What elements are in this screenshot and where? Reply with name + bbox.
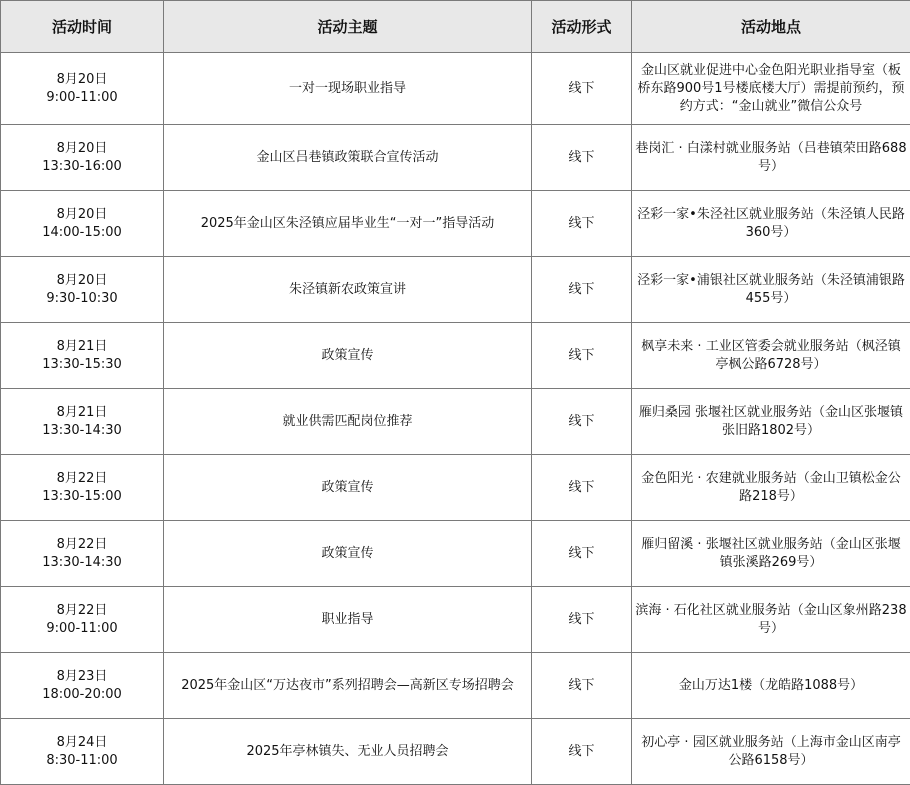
date-text: 8月20日: [56, 71, 108, 87]
form-cell: 线下: [532, 521, 632, 587]
time-cell: [1, 389, 164, 455]
table-row: [1, 389, 910, 455]
location-cell: 巷岗汇 · 白漾村就业服务站（吕巷镇荣田路688号）: [632, 125, 910, 191]
form-cell: 线下: [532, 455, 632, 521]
theme-cell: 2025年金山区“万达夜市”系列招聘会—高新区专场招聘会: [164, 653, 532, 719]
location-cell: 金色阳光 · 农建就业服务站（金山卫镇松金公路218号）: [632, 455, 910, 521]
table-row: [1, 53, 910, 125]
location-cell: 滨海 · 石化社区就业服务站（金山区象州路238号）: [632, 587, 910, 653]
time-cell: [1, 719, 164, 785]
location-cell: 泾彩一家•朱泾社区就业服务站（朱泾镇人民路360号）: [632, 191, 910, 257]
time-range-text: 9:00-11:00: [46, 89, 118, 105]
date-text: 8月20日: [56, 140, 108, 156]
table-row: [1, 257, 910, 323]
table-row: [1, 587, 910, 653]
time-range-text: 18:00-20:00: [42, 686, 122, 702]
time-cell: [1, 323, 164, 389]
time-cell: [1, 653, 164, 719]
time-range-text: 9:30-10:30: [46, 290, 118, 306]
form-cell: 线下: [532, 653, 632, 719]
header-form: 活动形式: [532, 1, 632, 53]
date-text: 8月22日: [56, 536, 108, 552]
time-range-text: 13:30-15:30: [42, 356, 122, 372]
time-range-text: 9:00-11:00: [46, 620, 118, 636]
location-cell: 雁归留溪 · 张堰社区就业服务站（金山区张堰镇张溪路269号）: [632, 521, 910, 587]
time-range-text: 8:30-11:00: [46, 752, 118, 768]
form-cell: 线下: [532, 323, 632, 389]
location-cell: 金山万达1楼（龙皓路1088号）: [632, 653, 910, 719]
header-theme: 活动主题: [164, 1, 532, 53]
time-cell: [1, 125, 164, 191]
time-range-text: 13:30-16:00: [42, 158, 122, 174]
time-range-text: 13:30-14:30: [42, 554, 122, 570]
theme-cell: 2025年亭林镇失、无业人员招聘会: [164, 719, 532, 785]
time-cell: [1, 191, 164, 257]
form-cell: 线下: [532, 257, 632, 323]
table-row: [1, 719, 910, 785]
theme-cell: 职业指导: [164, 587, 532, 653]
date-text: 8月20日: [56, 206, 108, 222]
theme-cell: 一对一现场职业指导: [164, 53, 532, 125]
table-row: [1, 125, 910, 191]
table-row: [1, 455, 910, 521]
theme-cell: 2025年金山区朱泾镇应届毕业生“一对一”指导活动: [164, 191, 532, 257]
time-range-text: 13:30-15:00: [42, 488, 122, 504]
time-cell: [1, 257, 164, 323]
table-row: [1, 653, 910, 719]
time-range-text: 13:30-14:30: [42, 422, 122, 438]
location-cell: 泾彩一家•浦银社区就业服务站（朱泾镇浦银路455号）: [632, 257, 910, 323]
form-cell: 线下: [532, 587, 632, 653]
time-cell: [1, 521, 164, 587]
location-cell: 初心亭 · 园区就业服务站（上海市金山区南亭公路6158号）: [632, 719, 910, 785]
date-text: 8月23日: [56, 668, 108, 684]
theme-cell: 金山区吕巷镇政策联合宣传活动: [164, 125, 532, 191]
theme-cell: 就业供需匹配岗位推荐: [164, 389, 532, 455]
theme-cell: 政策宣传: [164, 521, 532, 587]
time-cell: [1, 587, 164, 653]
date-text: 8月21日: [56, 404, 108, 420]
location-cell: 金山区就业促进中心金色阳光职业指导室（板桥东路900号1号楼底楼大厅）需提前预约，预约方式：“金山就业”微信公众号: [632, 53, 910, 125]
form-cell: 线下: [532, 389, 632, 455]
form-cell: 线下: [532, 125, 632, 191]
table-header-row: [1, 1, 910, 53]
date-text: 8月20日: [56, 272, 108, 288]
theme-cell: 政策宣传: [164, 455, 532, 521]
form-cell: 线下: [532, 719, 632, 785]
location-cell: 枫享未来 · 工业区管委会就业服务站（枫泾镇亭枫公路6728号）: [632, 323, 910, 389]
theme-cell: 朱泾镇新农政策宣讲: [164, 257, 532, 323]
date-text: 8月21日: [56, 338, 108, 354]
time-range-text: 14:00-15:00: [42, 224, 122, 240]
date-text: 8月22日: [56, 470, 108, 486]
form-cell: 线下: [532, 53, 632, 125]
table-row: [1, 521, 910, 587]
location-cell: 雁归桑园 张堰社区就业服务站（金山区张堰镇张旧路1802号）: [632, 389, 910, 455]
time-cell: [1, 455, 164, 521]
date-text: 8月22日: [56, 602, 108, 618]
form-cell: 线下: [532, 191, 632, 257]
header-time: 活动时间: [1, 1, 164, 53]
table-row: [1, 323, 910, 389]
theme-cell: 政策宣传: [164, 323, 532, 389]
date-text: 8月24日: [56, 734, 108, 750]
table-row: [1, 191, 910, 257]
header-location: 活动地点: [632, 1, 910, 53]
time-cell: [1, 53, 164, 125]
